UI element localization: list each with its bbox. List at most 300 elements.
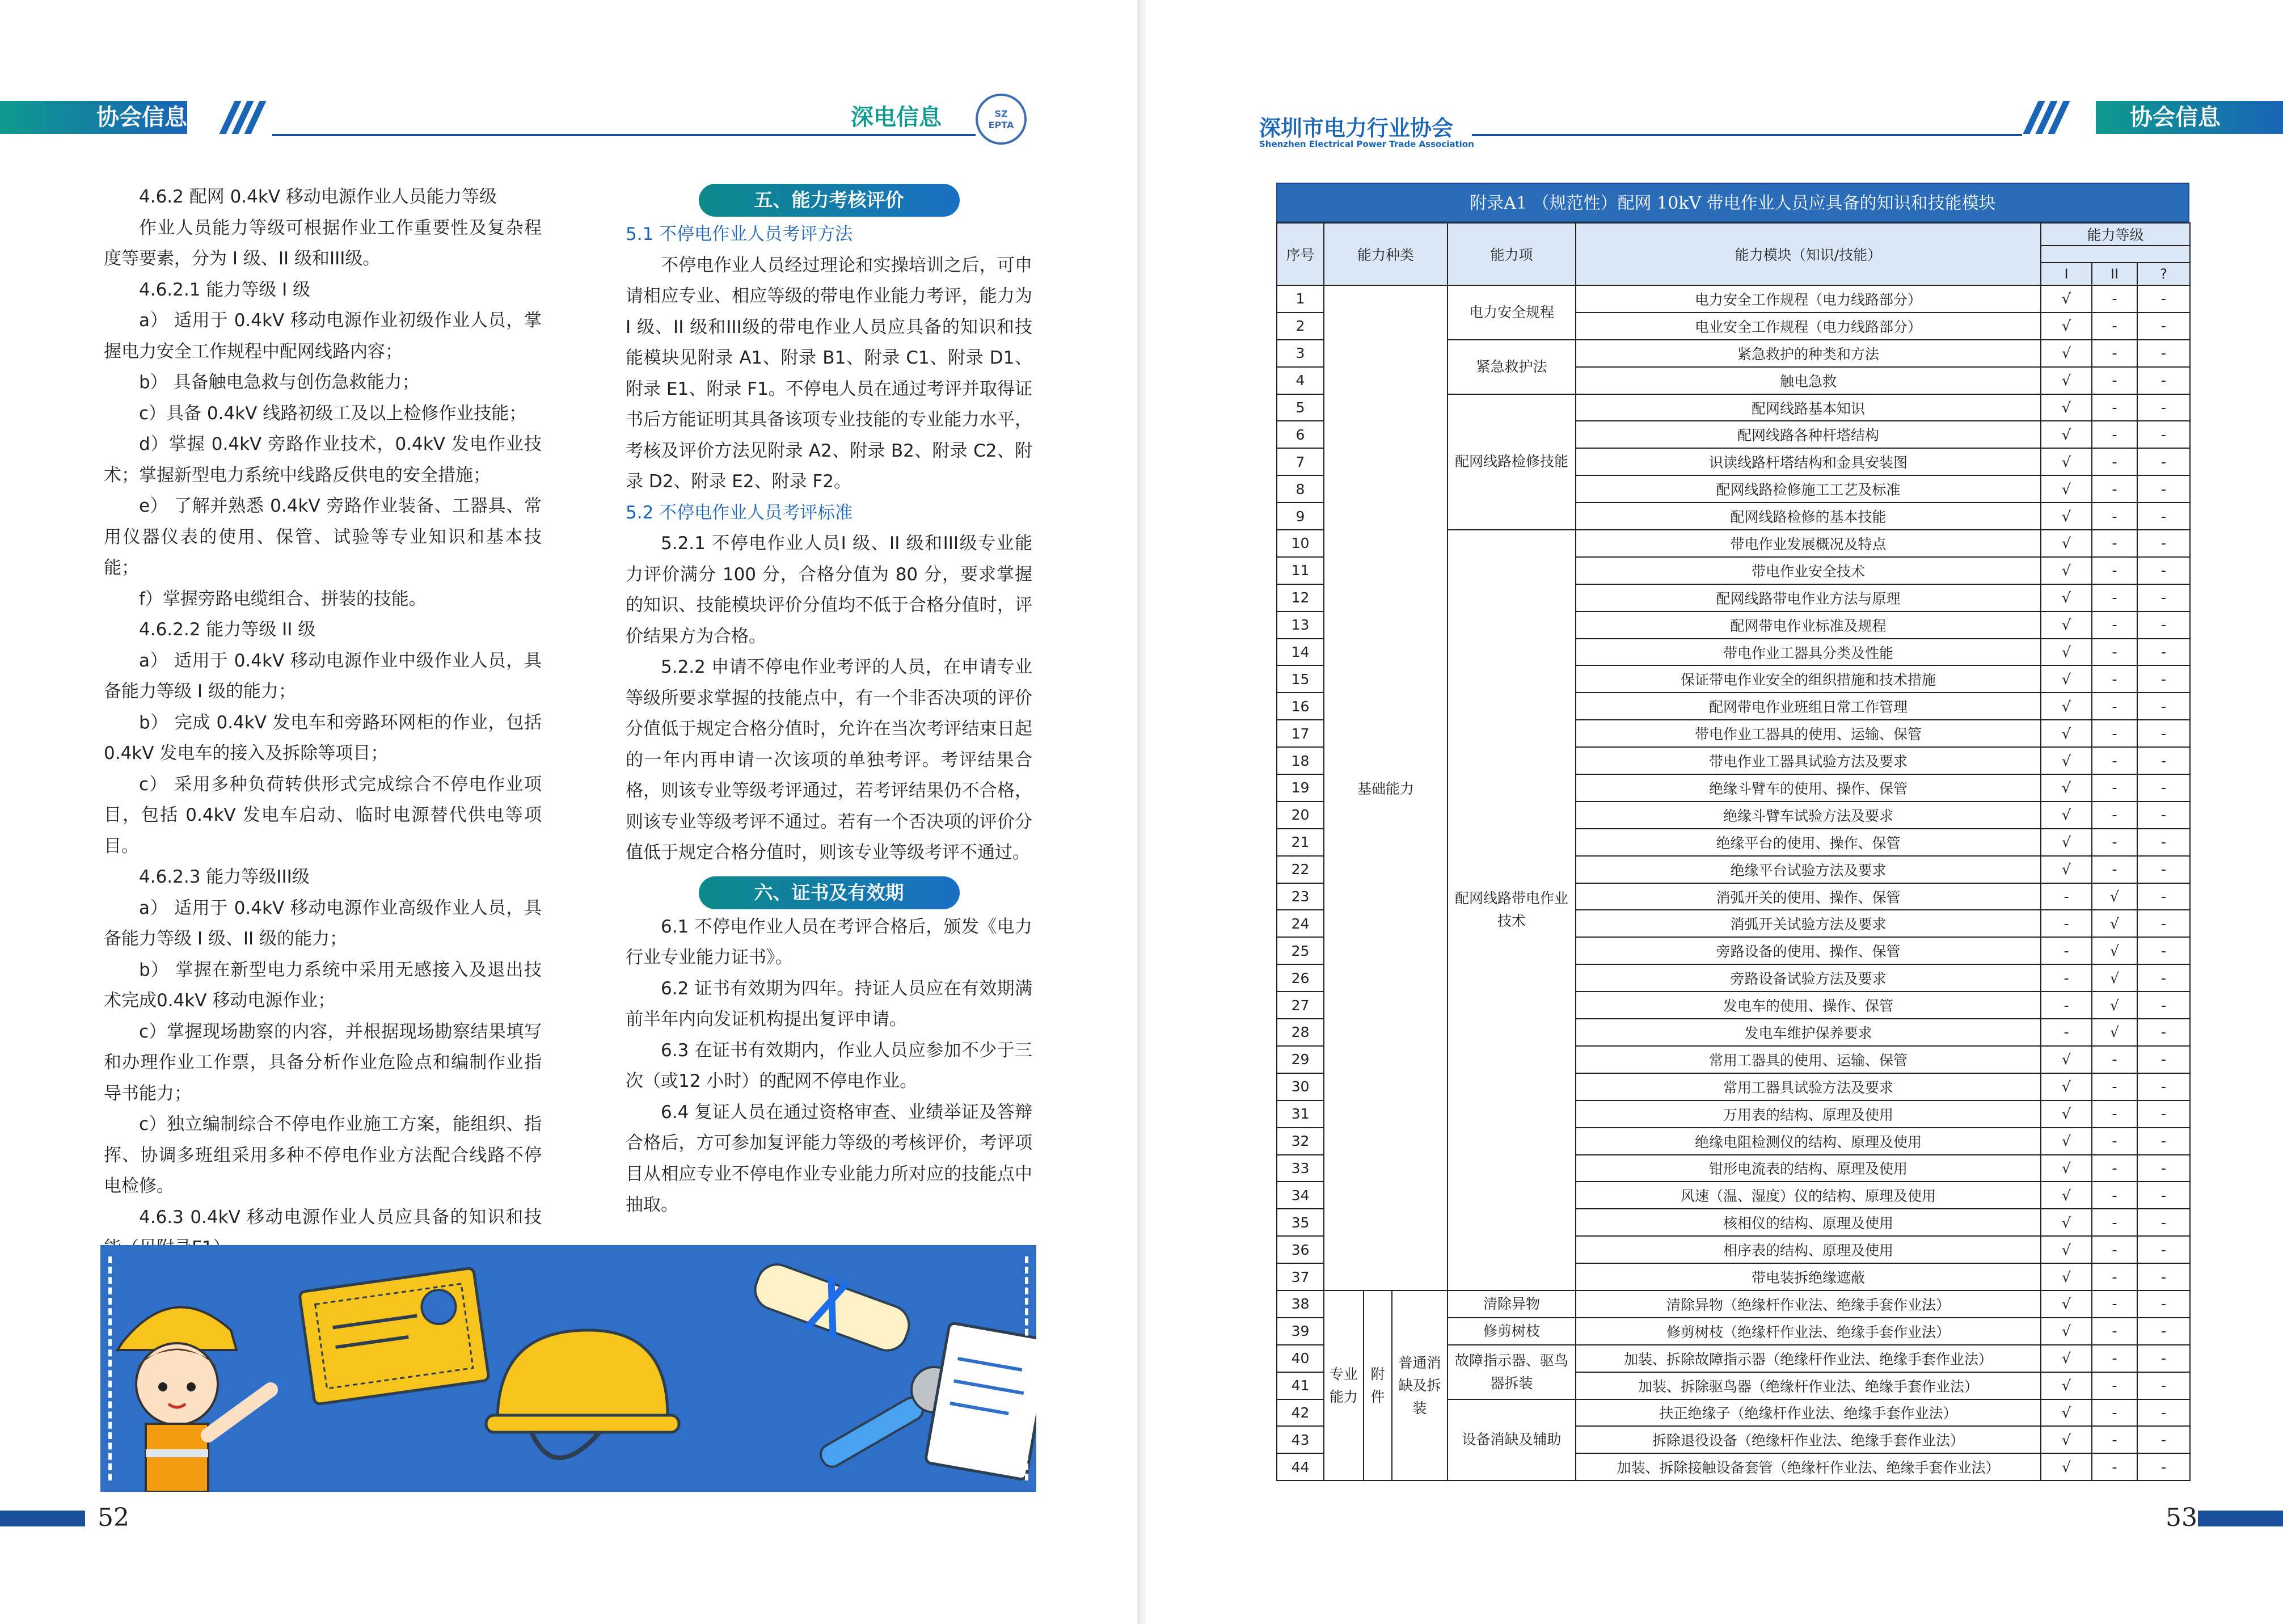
- brand-title: 深电信息: [851, 104, 942, 130]
- module-cell: 绝缘电阻检测仪的结构、原理及使用: [1576, 1128, 2041, 1155]
- col1-paragraph: a） 适用于 0.4kV 移动电源作业中级作业人员，具备能力等级 I 级的能力；: [104, 650, 542, 702]
- row-number: 8: [1277, 475, 1324, 503]
- row-number: 17: [1277, 720, 1324, 747]
- row-number: 30: [1277, 1073, 1324, 1100]
- level-3-mark: -: [2137, 1073, 2190, 1100]
- table-row: [1277, 1263, 2190, 1290]
- th-no: 序号: [1277, 223, 1324, 285]
- certificate-icon: [299, 1268, 489, 1404]
- module-cell: 带电作业工器具试验方法及要求: [1576, 747, 2041, 774]
- level-3-mark: -: [2137, 1453, 2190, 1480]
- row-number: 29: [1277, 1046, 1324, 1073]
- level-3-mark: -: [2137, 937, 2190, 964]
- level-3-mark: -: [2137, 639, 2190, 666]
- level-3-mark: -: [2137, 1182, 2190, 1209]
- level-2-mark: -: [2092, 856, 2137, 883]
- table-row: [1277, 530, 2190, 557]
- module-cell: 配网线路检修的基本技能: [1576, 503, 2041, 530]
- level-3-mark: -: [2137, 774, 2190, 802]
- row-number: 5: [1277, 394, 1324, 421]
- level-2-mark: √: [2092, 910, 2137, 937]
- table-row: [1277, 639, 2190, 666]
- th-level-2: II: [2092, 263, 2137, 285]
- col1-paragraph: b） 掌握在新型电力系统中采用无感接入及退出技术完成0.4kV 移动电源作业；: [104, 959, 542, 1011]
- module-cell: 绝缘平台试验方法及要求: [1576, 856, 2041, 883]
- level-1-mark: √: [2041, 774, 2092, 802]
- level-2-mark: -: [2092, 421, 2137, 448]
- col1-paragraph: 作业人员能力等级可根据作业工作重要性及复杂程度等要素，分为 I 级、II 级和III级。: [104, 217, 542, 269]
- s522-text: 5.2.2 申请不停电作业考评的人员，在申请专业等级所要求掌握的技能点中，有一个非否决项的评价分值低于规定合格分值时，允许在当次考评结束日起的一年内再申请一次该项的单独考评。考评结果合格，则该专业等级考评通过，若考评结果仍不合格，则该专业等级考评不通过。若有一个否决项的评价分值低于规定合格分值时，则该专业等级考评不通过。: [626, 657, 1032, 863]
- level-2-mark: √: [2092, 1019, 2137, 1046]
- row-number: 15: [1277, 665, 1324, 693]
- module-cell: 带电装拆绝缘遮蔽: [1576, 1263, 2041, 1290]
- col1-paragraph: e） 了解并熟悉 0.4kV 旁路作业装备、工器具、常用仪器仪表的使用、保管、试验等专业知识和基本技能；: [104, 496, 542, 578]
- module-cell: 带电作业发展概况及特点: [1576, 530, 2041, 557]
- text-column-1: [104, 182, 542, 1264]
- level-2-mark: -: [2092, 1399, 2137, 1427]
- module-cell: 紧急救护的种类和方法: [1576, 340, 2041, 367]
- col1-paragraph: a） 适用于 0.4kV 移动电源作业初级作业人员，掌握电力安全工作规程中配网线路内容；: [104, 310, 542, 362]
- level-3-mark: -: [2137, 693, 2190, 720]
- module-cell: 保证带电作业安全的组织措施和技术措施: [1576, 665, 2041, 693]
- level-3-mark: -: [2137, 829, 2190, 856]
- th-level-3: ?: [2137, 263, 2190, 285]
- col1-paragraph: c）独立编制综合不停电作业施工方案，能组织、指挥、协调多班组采用多种不停电作业方法配合线路不停电检修。: [104, 1114, 542, 1196]
- level-1-mark: √: [2041, 394, 2092, 421]
- level-1-mark: √: [2041, 557, 2092, 584]
- level-3-mark: -: [2137, 964, 2190, 992]
- header-tag-left: 协会信息: [0, 101, 187, 134]
- level-2-mark: -: [2092, 367, 2137, 394]
- row-number: 31: [1277, 1100, 1324, 1128]
- level-3-mark: -: [2137, 1263, 2190, 1290]
- level-3-mark: -: [2137, 340, 2190, 367]
- level-3-mark: -: [2137, 394, 2190, 421]
- module-cell: 绝缘斗臂车的使用、操作、保管: [1576, 774, 2041, 802]
- ability-item: 电力安全规程: [1448, 285, 1576, 340]
- level-1-mark: √: [2041, 1399, 2092, 1427]
- level-1-mark: √: [2041, 1263, 2092, 1290]
- table-row: [1277, 1236, 2190, 1263]
- table-row: [1277, 1453, 2190, 1480]
- table-row: [1277, 1155, 2190, 1182]
- ability-item: 紧急救护法: [1448, 340, 1576, 394]
- level-3-mark: -: [2137, 747, 2190, 774]
- level-1-mark: √: [2041, 1372, 2092, 1399]
- table-row: [1277, 557, 2190, 584]
- module-cell: 发电车维护保养要求: [1576, 1019, 2041, 1046]
- th-level-1: I: [2041, 263, 2092, 285]
- col1-paragraph: 4.6.2 配网 0.4kV 移动电源作业人员能力等级: [139, 187, 497, 207]
- s61-text: 6.1 不停电作业人员在考评合格后，颁发《电力行业专业能力证书》。: [626, 916, 1032, 968]
- col1-paragraph: c）具备 0.4kV 线路初级工及以上检修作业技能；: [139, 403, 527, 424]
- level-1-mark: √: [2041, 802, 2092, 829]
- association-name-cn: 深圳市电力行业协会: [1259, 116, 1454, 141]
- level-1-mark: -: [2041, 1019, 2092, 1046]
- row-number: 10: [1277, 530, 1324, 557]
- ability-item: 清除异物: [1448, 1290, 1576, 1318]
- ability-item: 故障指示器、驱鸟器拆装: [1448, 1345, 1576, 1399]
- module-cell: 带电作业工器具的使用、运输、保管: [1576, 720, 2041, 747]
- level-3-mark: -: [2137, 503, 2190, 530]
- level-2-mark: √: [2092, 964, 2137, 992]
- level-1-mark: √: [2041, 285, 2092, 313]
- level-2-mark: -: [2092, 1182, 2137, 1209]
- level-2-mark: √: [2092, 883, 2137, 910]
- level-1-mark: -: [2041, 964, 2092, 992]
- page-number-bar-right: [2198, 1511, 2283, 1526]
- level-3-mark: -: [2137, 883, 2190, 910]
- level-2-mark: -: [2092, 557, 2137, 584]
- module-cell: 发电车的使用、操作、保管: [1576, 992, 2041, 1019]
- table-row: [1277, 720, 2190, 747]
- col1-paragraph: c） 采用多种负荷转供形式完成综合不停电作业项目，包括 0.4kV 发电车启动、临时电源替代供电等项目。: [104, 774, 542, 857]
- level-3-mark: -: [2137, 367, 2190, 394]
- table-row: [1277, 340, 2190, 367]
- level-2-mark: -: [2092, 611, 2137, 639]
- module-cell: 加装、拆除接触设备套管（绝缘杆作业法、绝缘手套作业法）: [1576, 1453, 2041, 1480]
- level-2-mark: -: [2092, 774, 2137, 802]
- table-row: [1277, 367, 2190, 394]
- level-2-mark: -: [2092, 693, 2137, 720]
- s51-title: 5.1 不停电作业人员考评方法: [626, 224, 853, 244]
- row-number: 28: [1277, 1019, 1324, 1046]
- table-row: [1277, 910, 2190, 937]
- row-number: 36: [1277, 1236, 1324, 1263]
- level-2-mark: -: [2092, 1318, 2137, 1345]
- category-common-repair: 普通消缺及拆装: [1392, 1290, 1448, 1480]
- table-row: [1277, 1209, 2190, 1236]
- row-number: 42: [1277, 1399, 1324, 1427]
- association-name-en: Shenzhen Electrical Power Trade Association: [1259, 139, 1474, 149]
- hard-hat-icon: [486, 1330, 679, 1458]
- row-number: 13: [1277, 611, 1324, 639]
- level-1-mark: √: [2041, 1318, 2092, 1345]
- module-cell: 绝缘平台的使用、操作、保管: [1576, 829, 2041, 856]
- row-number: 39: [1277, 1318, 1324, 1345]
- level-3-mark: -: [2137, 475, 2190, 503]
- level-3-mark: -: [2137, 1345, 2190, 1372]
- level-1-mark: -: [2041, 992, 2092, 1019]
- module-cell: 万用表的结构、原理及使用: [1576, 1100, 2041, 1128]
- level-1-mark: √: [2041, 475, 2092, 503]
- level-3-mark: -: [2137, 285, 2190, 313]
- level-2-mark: -: [2092, 720, 2137, 747]
- col1-paragraph: 4.6.2.3 能力等级III级: [139, 867, 310, 887]
- row-number: 12: [1277, 584, 1324, 611]
- module-cell: 带电作业安全技术: [1576, 557, 2041, 584]
- table-row: [1277, 747, 2190, 774]
- level-3-mark: -: [2137, 313, 2190, 340]
- table-row: [1277, 475, 2190, 503]
- level-1-mark: √: [2041, 448, 2092, 475]
- category-professional: 专业能力: [1324, 1290, 1364, 1480]
- table-row: [1277, 503, 2190, 530]
- row-number: 14: [1277, 639, 1324, 666]
- table-row: [1277, 665, 2190, 693]
- level-3-mark: -: [2137, 1290, 2190, 1318]
- table-body: [1277, 285, 2190, 1480]
- module-cell: 钳形电流表的结构、原理及使用: [1576, 1155, 2041, 1182]
- level-1-mark: √: [2041, 829, 2092, 856]
- module-cell: 常用工器具试验方法及要求: [1576, 1073, 2041, 1100]
- row-number: 22: [1277, 856, 1324, 883]
- level-1-mark: √: [2041, 503, 2092, 530]
- table-row: [1277, 313, 2190, 340]
- level-1-mark: √: [2041, 665, 2092, 693]
- table-row: [1277, 448, 2190, 475]
- table-row: [1277, 1290, 2190, 1318]
- row-number: 26: [1277, 964, 1324, 992]
- row-number: 20: [1277, 802, 1324, 829]
- table-row: [1277, 285, 2190, 313]
- level-1-mark: √: [2041, 1236, 2092, 1263]
- level-1-mark: √: [2041, 1128, 2092, 1155]
- left-page: [0, 0, 1137, 1624]
- module-cell: 风速（温、湿度）仪的结构、原理及使用: [1576, 1182, 2041, 1209]
- table-row: [1277, 1100, 2190, 1128]
- table-row: [1277, 883, 2190, 910]
- table-row: [1277, 1073, 2190, 1100]
- row-number: 35: [1277, 1209, 1324, 1236]
- col1-paragraph: a） 适用于 0.4kV 移动电源作业高级作业人员，具备能力等级 I 级、II 级的能力；: [104, 897, 542, 949]
- level-3-mark: -: [2137, 1019, 2190, 1046]
- th-item: 能力项: [1448, 223, 1576, 285]
- category-attachment: 附件: [1364, 1290, 1392, 1480]
- row-number: 27: [1277, 992, 1324, 1019]
- module-cell: 加装、拆除驱鸟器（绝缘杆作业法、绝缘手套作业法）: [1576, 1372, 2041, 1399]
- level-3-mark: -: [2137, 1372, 2190, 1399]
- level-1-mark: √: [2041, 693, 2092, 720]
- module-cell: 电业安全工作规程（电力线路部分）: [1576, 313, 2041, 340]
- module-cell: 清除异物（绝缘杆作业法、绝缘手套作业法）: [1576, 1290, 2041, 1318]
- module-cell: 消弧开关的使用、操作、保管: [1576, 883, 2041, 910]
- table-row: [1277, 964, 2190, 992]
- level-1-mark: √: [2041, 340, 2092, 367]
- level-1-mark: -: [2041, 883, 2092, 910]
- table-row: [1277, 394, 2190, 421]
- level-3-mark: -: [2137, 1128, 2190, 1155]
- ability-item: 修剪树枝: [1448, 1318, 1576, 1345]
- appendix-a1-table: [1276, 183, 2189, 1481]
- table-row: [1277, 829, 2190, 856]
- module-cell: 识读线路杆塔结构和金具安装图: [1576, 448, 2041, 475]
- level-2-mark: -: [2092, 584, 2137, 611]
- worker-illustration: [100, 1245, 1036, 1492]
- row-number: 44: [1277, 1453, 1324, 1480]
- level-3-mark: -: [2137, 856, 2190, 883]
- module-cell: 加装、拆除故障指示器（绝缘杆作业法、绝缘手套作业法）: [1576, 1345, 2041, 1372]
- level-1-mark: √: [2041, 1155, 2092, 1182]
- level-2-mark: -: [2092, 1236, 2137, 1263]
- table-row: [1277, 1345, 2190, 1372]
- level-1-mark: √: [2041, 1345, 2092, 1372]
- module-cell: 相序表的结构、原理及使用: [1576, 1236, 2041, 1263]
- row-number: 21: [1277, 829, 1324, 856]
- page-number-bar-left: [0, 1511, 85, 1526]
- header-rule-right: [1472, 134, 2022, 136]
- row-number: 6: [1277, 421, 1324, 448]
- level-3-mark: -: [2137, 665, 2190, 693]
- level-2-mark: -: [2092, 530, 2137, 557]
- table-row: [1277, 611, 2190, 639]
- level-3-mark: -: [2137, 1155, 2190, 1182]
- module-cell: 核相仪的结构、原理及使用: [1576, 1209, 2041, 1236]
- level-2-mark: -: [2092, 1290, 2137, 1318]
- level-2-mark: -: [2092, 394, 2137, 421]
- page-number-right: 53: [2166, 1503, 2197, 1532]
- col1-paragraph: 4.6.2.2 能力等级 II 级: [139, 619, 316, 640]
- row-number: 11: [1277, 557, 1324, 584]
- level-1-mark: √: [2041, 1073, 2092, 1100]
- table-row: [1277, 421, 2190, 448]
- module-cell: 配网线路基本知识: [1576, 394, 2041, 421]
- table-row: [1277, 1372, 2190, 1399]
- level-2-mark: -: [2092, 639, 2137, 666]
- level-2-mark: -: [2092, 475, 2137, 503]
- col1-paragraph: d）掌握 0.4kV 旁路作业技术，0.4kV 发电作业技术；掌握新型电力系统中线路反供电的安全措施；: [104, 434, 542, 486]
- level-1-mark: √: [2041, 530, 2092, 557]
- row-number: 25: [1277, 937, 1324, 964]
- level-1-mark: √: [2041, 313, 2092, 340]
- level-2-mark: √: [2092, 992, 2137, 1019]
- row-number: 40: [1277, 1345, 1324, 1372]
- table-row: [1277, 1128, 2190, 1155]
- level-3-mark: -: [2137, 1399, 2190, 1427]
- level-1-mark: √: [2041, 639, 2092, 666]
- table-row: [1277, 1426, 2190, 1453]
- col1-paragraph: 4.6.2.1 能力等级 I 级: [139, 279, 311, 300]
- table-row: [1277, 693, 2190, 720]
- col1-paragraph: b） 完成 0.4kV 发电车和旁路环网柜的作业，包括 0.4kV 发电车的接入及拆除等项目；: [104, 712, 542, 764]
- row-number: 41: [1277, 1372, 1324, 1399]
- th-module: 能力模块（知识/技能）: [1576, 223, 2041, 285]
- document-icon: [925, 1323, 1036, 1480]
- row-number: 24: [1277, 910, 1324, 937]
- level-1-mark: √: [2041, 747, 2092, 774]
- row-number: 16: [1277, 693, 1324, 720]
- level-3-mark: -: [2137, 1318, 2190, 1345]
- level-3-mark: -: [2137, 1100, 2190, 1128]
- table-row: [1277, 1019, 2190, 1046]
- ability-item: 设备消缺及辅助: [1448, 1399, 1576, 1481]
- level-2-mark: -: [2092, 829, 2137, 856]
- s63-text: 6.3 在证书有效期内，作业人员应参加不少于三次（或12 小时）的配网不停电作业。: [626, 1040, 1032, 1091]
- level-2-mark: -: [2092, 1345, 2137, 1372]
- s52-title: 5.2 不停电作业人员考评标准: [626, 502, 853, 523]
- level-2-mark: -: [2092, 340, 2137, 367]
- level-2-mark: -: [2092, 802, 2137, 829]
- th-level: 能力等级: [2041, 223, 2190, 246]
- level-1-mark: √: [2041, 1046, 2092, 1073]
- module-cell: 配网线路带电作业方法与原理: [1576, 584, 2041, 611]
- col1-paragraph: 4.6.3 0.4kV 移动电源作业人员应具备的知识和技: [139, 1207, 542, 1228]
- table-title: 附录A1 （规范性）配网 10kV 带电作业人员应具备的知识和技能模块: [1276, 183, 2189, 222]
- s62-text: 6.2 证书有效期为四年。持证人员应在有效期满前半年内向发证机构提出复评申请。: [626, 978, 1032, 1030]
- level-3-mark: -: [2137, 421, 2190, 448]
- level-1-mark: √: [2041, 856, 2092, 883]
- level-2-mark: -: [2092, 1100, 2137, 1128]
- module-cell: 电力安全工作规程（电力线路部分）: [1576, 285, 2041, 313]
- level-1-mark: √: [2041, 611, 2092, 639]
- level-3-mark: -: [2137, 1046, 2190, 1073]
- module-cell: 带电作业工器具分类及性能: [1576, 639, 2041, 666]
- section-6-title: 六、证书及有效期: [699, 876, 960, 909]
- th-cat-visible: 能力种类: [1324, 223, 1448, 285]
- level-2-mark: -: [2092, 1128, 2137, 1155]
- module-cell: 配网线路各种杆塔结构: [1576, 421, 2041, 448]
- page-number-left: 52: [98, 1503, 129, 1532]
- skills-table: [1276, 222, 2191, 1481]
- level-3-mark: -: [2137, 1209, 2190, 1236]
- level-2-mark: -: [2092, 1046, 2137, 1073]
- section-5-title: 五、能力考核评价: [699, 184, 960, 217]
- table-row: [1277, 1318, 2190, 1345]
- diploma-scroll-icon: [748, 1254, 916, 1361]
- module-cell: 触电急救: [1576, 367, 2041, 394]
- module-cell: 消弧开关试验方法及要求: [1576, 910, 2041, 937]
- level-2-mark: -: [2092, 1263, 2137, 1290]
- level-2-mark: -: [2092, 1453, 2137, 1480]
- level-3-mark: -: [2137, 1426, 2190, 1453]
- level-2-mark: -: [2092, 747, 2137, 774]
- ability-item: 配网线路检修技能: [1448, 394, 1576, 530]
- level-1-mark: √: [2041, 1290, 2092, 1318]
- level-2-mark: √: [2092, 937, 2137, 964]
- level-1-mark: √: [2041, 1182, 2092, 1209]
- level-3-mark: -: [2137, 611, 2190, 639]
- level-2-mark: -: [2092, 1073, 2137, 1100]
- association-seal-logo: SZ EPTA: [976, 94, 1027, 145]
- col1-paragraph: f）掌握旁路电缆组合、拼装的技能。: [139, 588, 427, 609]
- level-2-mark: -: [2092, 1372, 2137, 1399]
- level-3-mark: -: [2137, 448, 2190, 475]
- level-3-mark: -: [2137, 530, 2190, 557]
- level-2-mark: -: [2092, 313, 2137, 340]
- header-rule-left: [272, 134, 976, 136]
- module-cell: 旁路设备试验方法及要求: [1576, 964, 2041, 992]
- level-1-mark: √: [2041, 720, 2092, 747]
- col1-paragraph: b） 具备触电急救与创伤急救能力；: [139, 372, 420, 393]
- module-cell: 配网带电作业标准及规程: [1576, 611, 2041, 639]
- module-cell: 修剪树枝（绝缘杆作业法、绝缘手套作业法）: [1576, 1318, 2041, 1345]
- table-row: [1277, 937, 2190, 964]
- row-number: 32: [1277, 1128, 1324, 1155]
- module-cell: 扶正绝缘子（绝缘杆作业法、绝缘手套作业法）: [1576, 1399, 2041, 1427]
- level-1-mark: √: [2041, 1453, 2092, 1480]
- s64-text: 6.4 复证人员在通过资格审查、业绩举证及答辩合格后，方可参加复评能力等级的考核评价，考评项目从相应专业不停电作业专业能力所对应的技能点中抽取。: [626, 1102, 1032, 1215]
- row-number: 34: [1277, 1182, 1324, 1209]
- level-2-mark: -: [2092, 1426, 2137, 1453]
- row-number: 43: [1277, 1426, 1324, 1453]
- page-gutter: [1137, 0, 1146, 1624]
- table-row: [1277, 1399, 2190, 1427]
- row-number: 23: [1277, 883, 1324, 910]
- level-1-mark: √: [2041, 367, 2092, 394]
- row-number: 4: [1277, 367, 1324, 394]
- level-1-mark: -: [2041, 937, 2092, 964]
- level-1-mark: √: [2041, 1100, 2092, 1128]
- table-row: [1277, 802, 2190, 829]
- level-2-mark: -: [2092, 448, 2137, 475]
- row-number: 2: [1277, 313, 1324, 340]
- level-2-mark: -: [2092, 503, 2137, 530]
- level-3-mark: -: [2137, 557, 2190, 584]
- illustration-banner: [100, 1245, 1036, 1492]
- category-basic: 基础能力: [1324, 285, 1448, 1290]
- level-2-mark: -: [2092, 665, 2137, 693]
- level-3-mark: -: [2137, 720, 2190, 747]
